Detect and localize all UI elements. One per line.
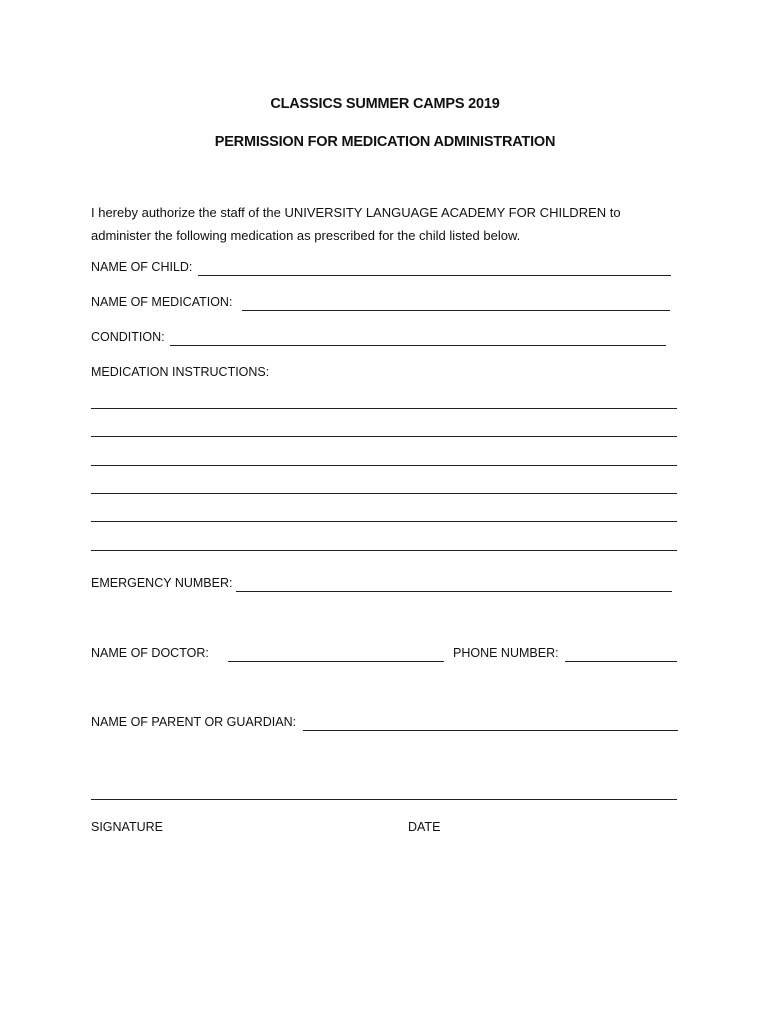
condition-field[interactable] <box>170 345 666 346</box>
intro-line-1: I hereby authorize the staff of the UNIVERSITY LANGUAGE ACADEMY FOR CHILDREN to <box>91 205 621 220</box>
condition-label: CONDITION: <box>91 330 165 344</box>
intro-paragraph <box>91 201 691 247</box>
child-name-label: NAME OF CHILD: <box>91 260 193 274</box>
instructions-label: MEDICATION INSTRUCTIONS: <box>91 365 270 379</box>
doctor-name-field[interactable] <box>228 661 444 662</box>
parent-name-field[interactable] <box>303 730 678 731</box>
instructions-line-2[interactable] <box>91 436 677 437</box>
date-label: DATE <box>408 820 441 834</box>
emergency-number-label: EMERGENCY NUMBER: <box>91 576 233 590</box>
instructions-line-3[interactable] <box>91 465 677 466</box>
form-subtitle: PERMISSION FOR MEDICATION ADMINISTRATION <box>214 134 556 150</box>
instructions-line-4[interactable] <box>91 493 677 494</box>
phone-number-field[interactable] <box>565 661 677 662</box>
doctor-name-label: NAME OF DOCTOR: <box>91 646 209 660</box>
phone-number-label: PHONE NUMBER: <box>453 646 559 660</box>
signature-date-line[interactable] <box>91 799 677 800</box>
parent-name-label: NAME OF PARENT OR GUARDIAN: <box>91 715 297 729</box>
instructions-line-6[interactable] <box>91 550 677 551</box>
intro-line-2: administer the following medication as prescribed for the child listed below. <box>91 228 521 243</box>
medication-name-label: NAME OF MEDICATION: <box>91 295 233 309</box>
signature-label: SIGNATURE <box>91 820 163 834</box>
emergency-number-field[interactable] <box>236 591 672 592</box>
medication-name-field[interactable] <box>242 310 670 311</box>
instructions-line-1[interactable] <box>91 408 677 409</box>
form-title: CLASSICS SUMMER CAMPS 2019 <box>270 96 500 112</box>
instructions-line-5[interactable] <box>91 521 677 522</box>
child-name-field[interactable] <box>198 275 671 276</box>
